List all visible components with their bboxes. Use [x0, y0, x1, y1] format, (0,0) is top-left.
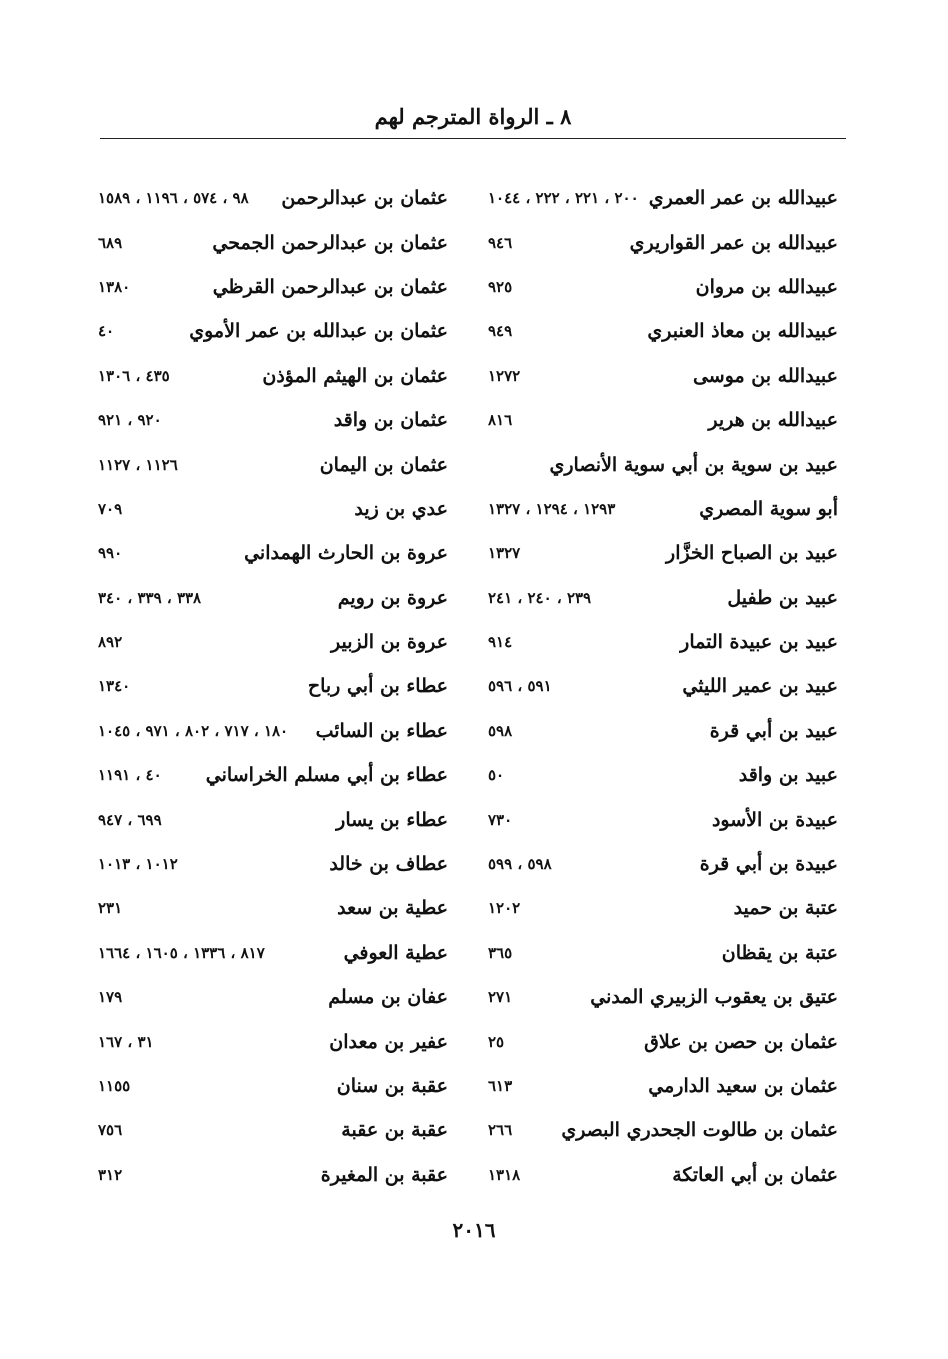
narrator-name: عبيدة بن أبي قرة	[699, 853, 838, 876]
page-number: ٢٠١٦	[452, 1218, 496, 1242]
index-entry	[488, 753, 838, 797]
left-column	[98, 176, 448, 1197]
narrator-name: عثمان بن عبدالله بن عمر الأموي	[189, 320, 448, 343]
narrator-name: عقبة بن عقبة	[341, 1119, 448, 1142]
narrator-name: عطاء بن يسار	[336, 808, 448, 831]
index-entry	[488, 975, 838, 1019]
page-references: ٩٤٦	[488, 233, 513, 252]
page-references: ٥٩٨	[488, 721, 513, 740]
narrator-name: عبيد بن عمير الليثي	[682, 675, 838, 698]
narrator-name: عروة بن الزبير	[331, 631, 448, 654]
index-entry	[98, 265, 448, 309]
narrator-name: عثمان بن حصن بن علاق	[644, 1030, 838, 1053]
narrator-name: عبيدالله بن مروان	[695, 275, 838, 298]
narrator-name: عقبة بن المغيرة	[320, 1163, 448, 1186]
page-references: ٣١ ، ١٦٧	[98, 1032, 154, 1051]
index-entry	[98, 398, 448, 442]
narrator-name: عطاء بن أبي مسلم الخراساني	[205, 764, 448, 787]
index-entry	[98, 531, 448, 575]
page-references: ٩٨ ، ٥٧٤ ، ١١٩٦ ، ١٥٨٩	[98, 189, 249, 208]
page-references: ٣٦٥	[488, 943, 513, 962]
index-entry	[98, 487, 448, 531]
index-entry	[98, 931, 448, 975]
index-entry	[488, 709, 838, 753]
page-references: ٧٠٩	[98, 499, 123, 518]
page-references: ٥٩١ ، ٥٩٦	[488, 677, 552, 696]
narrator-name: عثمان بن أبي العاتكة	[672, 1163, 838, 1186]
narrator-name: عثمان بن اليمان	[319, 453, 448, 476]
narrator-name: عبيدة بن الأسود	[711, 808, 838, 831]
page-title: ٨ ـ الرواة المترجم لهم	[374, 104, 572, 129]
index-entry	[488, 265, 838, 309]
index-entry	[488, 354, 838, 398]
page-references: ١٣١٨	[488, 1165, 521, 1184]
index-entry	[488, 442, 838, 486]
index-entry	[488, 176, 838, 220]
index-entry	[98, 220, 448, 264]
page-references: ١٣٤٠	[98, 677, 131, 696]
narrator-name: عبيدالله بن موسى	[692, 364, 838, 387]
page-header	[100, 98, 846, 139]
page-references: ٩٢٠ ، ٩٢١	[98, 411, 162, 430]
page-references: ١٢٧٢	[488, 366, 521, 385]
index-entry	[98, 576, 448, 620]
page-references: ١٢٩٣ ، ١٢٩٤ ، ١٣٢٧	[488, 499, 616, 518]
index-entry	[98, 1153, 448, 1197]
narrator-name: عثمان بن الهيثم المؤذن	[262, 364, 448, 387]
index-entry	[488, 797, 838, 841]
narrator-name: عطاف بن خالد	[329, 853, 448, 876]
narrator-name: عثمان بن طالوت الجحدري البصري	[561, 1119, 838, 1142]
index-entry	[98, 620, 448, 664]
page-references: ١١٢٦ ، ١١٢٧	[98, 455, 178, 474]
page-references: ٨١٧ ، ١٣٣٦ ، ١٦٠٥ ، ١٦٦٤	[98, 943, 265, 962]
narrator-name: عروة بن رويم	[337, 586, 448, 609]
index-entry	[98, 753, 448, 797]
narrator-name: عثمان بن واقد	[333, 409, 448, 432]
page-references: ٤٠ ، ١١٩١	[98, 766, 162, 785]
page-references: ١٨٠ ، ٧١٧ ، ٨٠٢ ، ٩٧١ ، ١٠٤٥	[98, 721, 289, 740]
index-entry	[488, 842, 838, 886]
page-references: ٦١٣	[488, 1077, 513, 1095]
index-entry	[98, 176, 448, 220]
index-entry	[98, 1108, 448, 1152]
page-references: ٥٩٨ ، ٥٩٩	[488, 855, 552, 874]
narrator-name: عثمان بن سعيد الدارمي	[648, 1075, 838, 1097]
index-entry	[488, 931, 838, 975]
page-references: ٣٣٨ ، ٣٣٩ ، ٣٤٠	[98, 588, 202, 607]
index-entry	[98, 354, 448, 398]
page-references: ٩٩٠	[98, 544, 123, 563]
narrator-name: عثمان بن عبدالرحمن	[281, 187, 448, 210]
narrator-name: عتبة بن يقظان	[721, 941, 838, 964]
page-references: ١٧٩	[98, 988, 123, 1007]
right-column	[488, 176, 838, 1197]
index-entry	[488, 664, 838, 708]
narrator-name: عطية بن سعد	[337, 897, 448, 920]
index-entry	[488, 1108, 838, 1152]
page-references: ٧٥٦	[98, 1121, 123, 1140]
index-entry	[488, 1019, 838, 1063]
index-entry	[98, 442, 448, 486]
page-references: ٨٩٢	[98, 633, 123, 652]
page-references: ٢٠٠ ، ٢٢١ ، ٢٢٢ ، ١٠٤٤	[488, 189, 639, 208]
index-entry	[98, 309, 448, 353]
narrator-name: عبيد بن سوية بن أبي سوية الأنصاري	[549, 453, 838, 476]
narrator-name: عطاء بن أبي رباح	[307, 675, 448, 698]
page-references: ٢٦٦	[488, 1121, 513, 1140]
page-references: ٩٢٥	[488, 277, 513, 296]
index-entry	[98, 709, 448, 753]
index-entry	[98, 842, 448, 886]
index-entry	[488, 531, 838, 575]
page-references: ٧٣٠	[488, 810, 513, 829]
page-references: ٨١٦	[488, 411, 513, 430]
index-entry	[98, 975, 448, 1019]
index-entry	[98, 1019, 448, 1063]
index-entry	[98, 886, 448, 930]
index-entry	[488, 487, 838, 531]
page-references: ٥٠	[488, 766, 505, 785]
index-entry	[488, 398, 838, 442]
narrator-name: عطية العوفي	[343, 941, 448, 964]
index-entry	[488, 886, 838, 930]
page-references: ٢٧١	[488, 988, 513, 1007]
page-references: ٢٥	[488, 1032, 505, 1051]
narrator-name: عتيق بن يعقوب الزبيري المدني	[590, 986, 838, 1009]
narrator-name: عفير بن معدان	[329, 1030, 448, 1053]
page-references: ٢٣٩ ، ٢٤٠ ، ٢٤١	[488, 588, 592, 607]
narrator-name: عبيد بن أبي قرة	[709, 719, 838, 742]
narrator-name: عثمان بن عبدالرحمن القرظي	[212, 275, 448, 298]
page-references: ٢٣١	[98, 899, 123, 918]
narrator-name: عبيد بن عبيدة التمار	[680, 631, 838, 654]
page-references: ٣١٢	[98, 1165, 123, 1184]
index-entry	[488, 620, 838, 664]
page-references: ٤٠	[98, 322, 115, 341]
page-references: ١٣٨٠	[98, 277, 131, 296]
narrator-name: عبيد بن طفيل	[727, 586, 838, 609]
index-entry	[488, 1153, 838, 1197]
index-entry	[488, 576, 838, 620]
page-references: ١٣٢٧	[488, 544, 521, 563]
index-entry	[488, 309, 838, 353]
index-entry	[98, 664, 448, 708]
narrator-name: عثمان بن عبدالرحمن الجمحي	[212, 231, 448, 254]
index-entry	[488, 1064, 838, 1108]
narrator-name: عبيد بن الصباح الخزَّار	[666, 542, 838, 565]
page-references: ٤٣٥ ، ١٣٠٦	[98, 366, 170, 385]
narrator-name: عبيدالله بن هرير	[708, 409, 838, 432]
page-references: ٦٨٩	[98, 233, 123, 252]
narrator-name: عقبة بن سنان	[336, 1075, 448, 1097]
narrator-name: عبيدالله بن عمر القواريري	[629, 231, 838, 254]
narrator-name: عبيدالله بن معاذ العنبري	[647, 320, 838, 343]
narrator-name: عطاء بن السائب	[315, 719, 448, 742]
page-references: ١١٥٥	[98, 1077, 131, 1095]
narrator-name: عروة بن الحارث الهمداني	[244, 542, 448, 565]
page-references: ٩٤٩	[488, 322, 513, 341]
index-entry	[98, 797, 448, 841]
page-references: ٩١٤	[488, 633, 513, 652]
narrator-name: عفان بن مسلم	[328, 986, 448, 1009]
narrator-name: عتبة بن حميد	[733, 897, 838, 920]
page-references: ١٠١٢ ، ١٠١٣	[98, 855, 178, 874]
index-entry	[98, 1064, 448, 1108]
page-references: ١٢٠٢	[488, 899, 521, 918]
index-entry	[488, 220, 838, 264]
narrator-name: عدي بن زيد	[354, 497, 448, 520]
page-references: ٦٩٩ ، ٩٤٧	[98, 810, 162, 829]
narrator-name: أبو سوية المصري	[699, 497, 838, 520]
narrator-name: عبيد بن واقد	[738, 764, 838, 787]
narrator-name: عبيدالله بن عمر العمري	[648, 187, 838, 210]
